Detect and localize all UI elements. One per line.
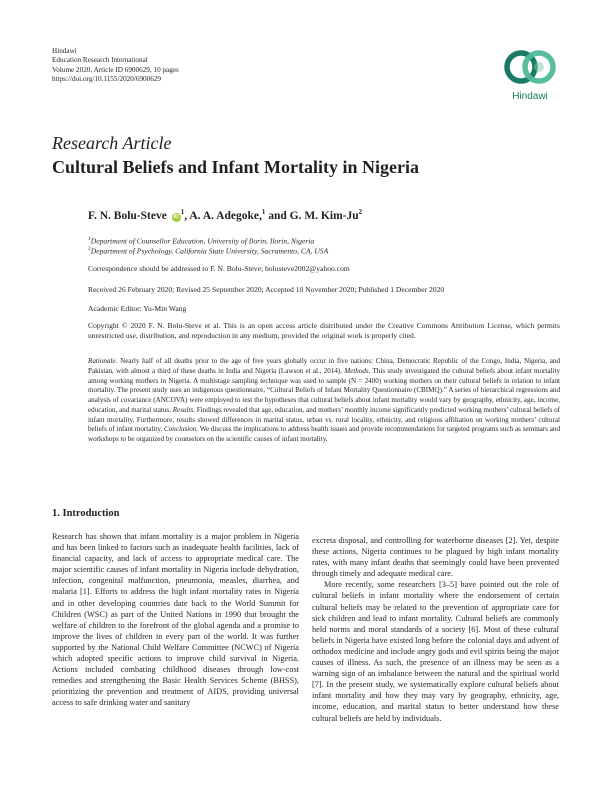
hindawi-logo-icon [500,45,560,91]
author-list: F. N. Bolu-Steve $iD^1$, A. A. Adegoke,$^1$ and G. M. Kim-Ju$^2$ [88,208,363,222]
orcid-icon[interactable]: iD [173,213,179,220]
body-column-left [52,531,299,709]
author-affiliation-mark: 2 [358,208,363,216]
hindawi-logo[interactable] [500,45,560,105]
volume-info: Volume 2020, Article ID 6900629, 10 pages [52,65,179,74]
abstract [88,357,560,445]
affiliation-mark: 1 [88,236,91,242]
abstract-rationale: Nearly half of all deaths prior to the age of five years globally occur in five nations: China, Democratic Republic of the Congo, India, Nigeria, and Pakistan, with almost a third of these deaths in India and Nigeria (Lawson et al., 2014). [88,357,560,375]
body-paragraph: More recently, some researchers [3–5] have pointed out the role of cultural beliefs in infant mortality where the endorsement of certain cultural beliefs may be related to the prevention of appropriate care for sick children and lead to infant mortality. Cultural beliefs are commonly held norms and moral standards of a society [6]. Most of these cultural beliefs in Nigeria have existed long before the colonial days and advent of orthodox medicine and include angry gods and evil spirits being the major causes of illness. As such, the presence of an illness may be seen as a warning sign of an imbalance between the natural and the spiritual world [7]. In the present study, we systematically explore cultural beliefs about infant mortality and how they may vary by geography, ethnicity, age, income, education, and marital status to better understand how these cultural beliefs are held by individuals. [312,580,559,723]
author-affiliation-mark: 1 [180,208,185,216]
correspondence: Correspondence should be addressed to F. N. Bolu-Steve; bolusteve2002@yahoo.com [88,264,350,273]
affiliation-text: Department of Counsellor Education, University of Ilorin, Ilorin, Nigeria [90,236,315,246]
affiliation-text: Department of Psychology, California State University, Sacramento, CA, USA [90,246,329,256]
abstract-results-label: Results. [172,405,195,414]
body-paragraph: excreta disposal, and controlling for waterborne diseases [2]. Yet, despite these actions, Nigeria continues to be plagued by high infant mortality rates, with many infant deaths that seemingly could have been prevented through timely and adequate medical care. [312,536,559,579]
abstract-methods-label: Methods. [344,366,371,375]
license-statement: Copyright © 2020 F. N. Bolu-Steve et al. This is an open access article distributed under the Creative Commons Attribution License, which permits unrestricted use, distribution, and reproduction in any medium, provided the original work is properly cited. [88,321,560,341]
logo-wordmark: Hindawi [512,91,548,102]
author-affiliation-mark: 1 [261,208,266,216]
publisher-name: Hindawi [52,47,77,55]
body-column-right [312,535,559,724]
academic-editor: Academic Editor: Yu-Min Wang [88,304,187,313]
body-paragraph: Research has shown that infant mortality is a major problem in Nigeria and has been linked to factors such as inadequate health facilities, lack of financial capacity, and lack of access to appropriate medical care. The major scientific causes of infant mortality in Nigeria include dehydration, infection, congenital malfunction, pneumonia, measles, diarrhea, and malaria [1]. Efforts to address the high infant mortality rates in Nigeria and in other developing countries date back to the World Summit for Children (WSC) as part of the United Nations in 1990 that brought the welfare of children to the forefront of the global agenda and a promise to improve the lives of children in every part of the world. It was further supported by the National Child Welfare Committee (NCWC) of Nigeria which adopted specific actions to improve child survival in Nigeria. Actions included combating childhood diseases through low-cost remedies and strengthening the Basic Health Services Scheme (BHSS), prioritizing the prevention and treatment of AIDS, providing universal access to safe drinking water and sanitary [52,532,299,708]
article-type: Research Article [52,133,172,153]
abstract-rationale-label: Rationale. [88,357,118,365]
affiliation-2 [88,244,328,257]
abstract-methods: This study investigated the cultural beliefs about infant mortality among working mothers in Nigeria. A multistage sampling technique was used to sample (N = 2400) working mothers on their cultural beliefs in relation to infant mortality. The present study uses an indigenous questionnaire, “Cultural Beliefs of Infant Mortality Questionnaire (CBIMQ).” A series of hierarchical regressions and analysis of covariance (ANCOVA) were employed to test the hypotheses that cultural beliefs about infant mortality would vary by geography, ethnicity, age, income, education, and marital status. [88,366,560,414]
abstract-results: Findings revealed that age, education, and mothers’ monthly income significantly predicted working mothers’ cultural beliefs of infant mortality. Furthermore, results showed differences in marital status, urban vs. rural locality, ethnicity, and religious affiliation on working mothers’ cultural beliefs of infant mortality. [88,405,560,434]
journal-meta [52,47,179,85]
article-title: Cultural Beliefs and Infant Mortality in Nigeria [52,157,419,177]
affiliation-mark: 2 [88,246,91,252]
journal-name: Education Research International [52,56,148,65]
section-heading: 1. Introduction [52,508,120,519]
doi-link[interactable]: https://doi.org/10.1155/2020/6900629 [52,75,162,84]
author-name: F. N. Bolu-Steve [88,209,167,222]
abstract-conclusion: We discuss the implications to address health issues and provide recommendations for targeted programs such as seminars and workshops to be organized by counselors on the scientific causes of infant mortality. [88,425,560,443]
author-name: A. A. Adegoke, [189,209,262,222]
abstract-conclusion-label: Conclusion. [164,425,199,434]
author-name: and G. M. Kim-Ju [268,209,359,222]
publication-dates: Received 26 February 2020; Revised 25 September 2020; Accepted 10 November 2020; Published 1 December 2020 [88,285,445,294]
